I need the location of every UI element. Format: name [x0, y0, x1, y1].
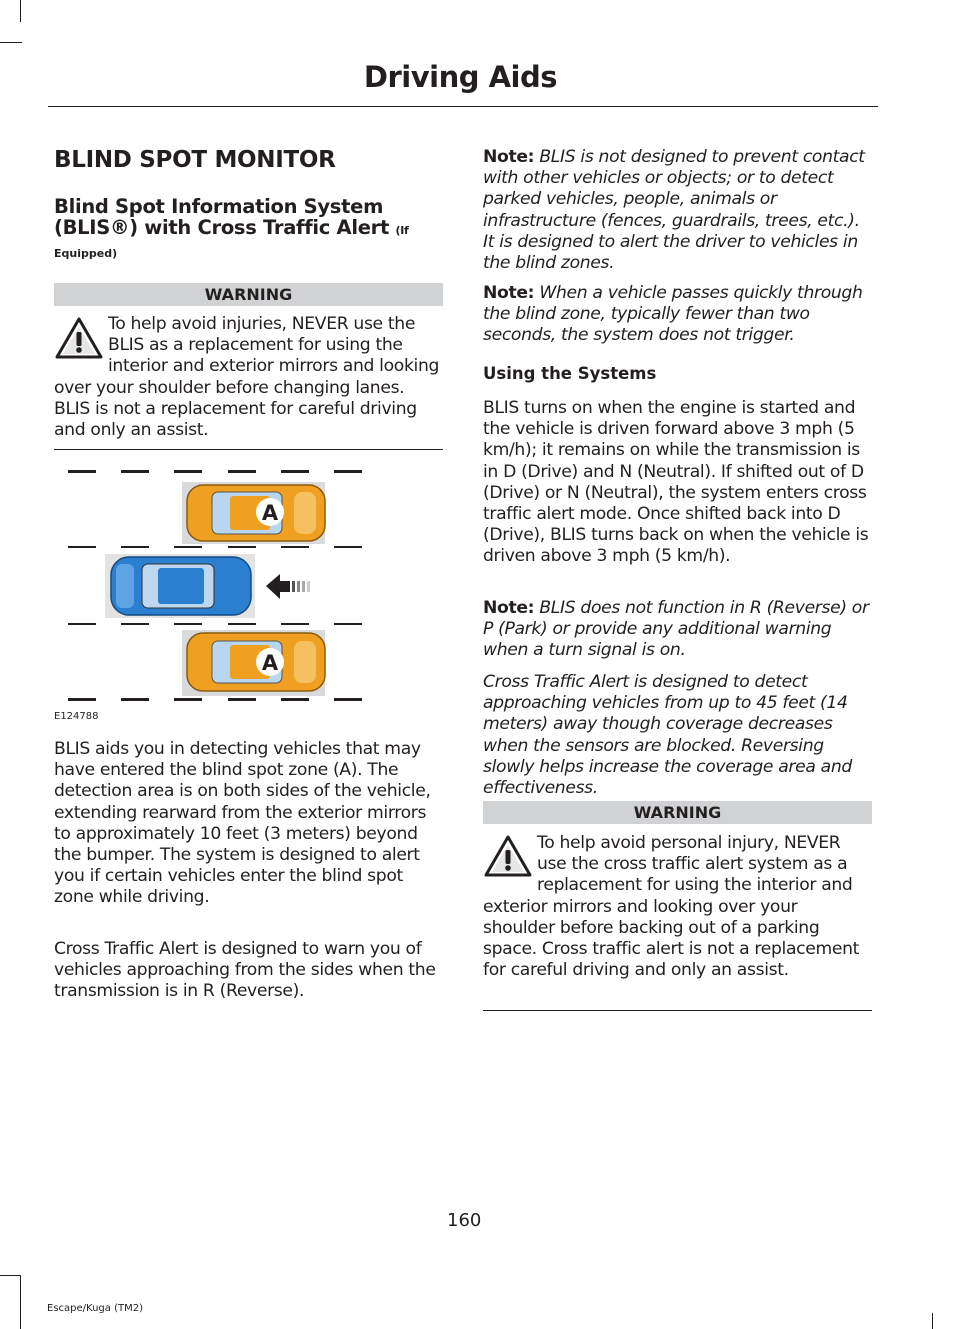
note-1-text: BLIS is not designed to prevent contact with other vehicles or objects; or to detect parked vehicles, people, animals or infrastructure (fences, guardrails, trees, etc.). It is designed to alert the driver to vehicles in the blind zones.: [483, 147, 865, 274]
warning-bar: WARNING: [483, 801, 872, 824]
section-title: BLIND SPOT MONITOR: [54, 147, 336, 173]
icon-spacer: [54, 314, 108, 358]
using-systems-text: BLIS turns on when the engine is started and the vehicle is driven forward above 3 mph (5 km/h); it remains on while the transmission is in D (Drive) and N (Neutral). If shifted out of D (Drive) or N (Neutral), the system enters cross traffic alert mode. Once shifted back into D (Drive), BLIS turns back on when the vehicle is driven above 3 mph (5 km/h).: [483, 398, 869, 567]
zone-car-top: [182, 482, 325, 544]
crop-mark: [932, 1313, 933, 1329]
icon-spacer: [483, 833, 537, 877]
footer-model: Escape/Kuga (TM2): [47, 1303, 143, 1314]
header-rule: [48, 106, 878, 107]
own-car: [105, 554, 255, 618]
warning-rule: [54, 449, 443, 450]
crop-mark: [20, 1275, 21, 1329]
page-header-title: Driving Aids: [363, 60, 557, 94]
note-3: [483, 598, 872, 662]
note-2: [483, 283, 872, 347]
warning-text-body: To help avoid personal injury, NEVER use the cross traffic alert system as a replacement for using the interior and exterior mirrors and looking over your shoulder before backing out of a parking space. Cross traffic alert is not a replacement for careful driving and only an assist.: [483, 833, 860, 981]
zone-car-bottom: [182, 630, 325, 696]
zone-label-a-top: A: [261, 501, 279, 525]
cross-traffic-arrow: [266, 574, 310, 599]
warning-text-body: To help avoid injuries, NEVER use the BLIS as a replacement for using the interior and exterior mirrors and looking over your shoulder before changing lanes. BLIS is not a replacement for careful driving and only an assist.: [54, 314, 440, 441]
note-label: Note:: [483, 147, 535, 167]
warning-text: [483, 833, 872, 981]
page-number: 160: [447, 1210, 482, 1231]
zone-label-a-bottom: A: [261, 651, 279, 675]
note-2-text: When a vehicle passes quickly through the blind zone, typically fewer than two seconds, the system does not trigger.: [483, 283, 863, 346]
using-systems-title: Using the Systems: [483, 364, 657, 383]
image-code: E124788: [54, 711, 99, 722]
cross-traffic-range: Cross Traffic Alert is designed to detect approaching vehicles from up to 45 feet (14 meters) away though coverage decreases when the sensors are blocked. Reversing slowly helps increase the coverage area and effectiveness.: [483, 672, 852, 799]
note-label: Note:: [483, 283, 535, 303]
crop-mark: [0, 42, 22, 43]
subsection-suffix: (If: [395, 224, 409, 237]
note-label: Note:: [483, 598, 535, 618]
crop-mark: [20, 0, 21, 22]
subsection-title-text: Blind Spot Information System (BLIS®) with Cross Traffic Alert: [54, 195, 389, 239]
warning-rule: [483, 1010, 872, 1011]
note-1: [483, 147, 872, 274]
blis-diagram: [54, 462, 374, 707]
cross-traffic-description: Cross Traffic Alert is designed to warn you of vehicles approaching from the sides when the transmission is in R (Reverse).: [54, 939, 436, 1002]
note-3-text: BLIS does not function in R (Reverse) or P (Park) or provide any additional warning when a turn signal is on.: [483, 598, 869, 661]
subsection-title: [54, 196, 443, 241]
subsection-suffix-continued: Equipped): [54, 247, 118, 260]
warning-bar: WARNING: [54, 283, 443, 306]
warning-text: [54, 314, 443, 441]
blis-description: BLIS aids you in detecting vehicles that may have entered the blind spot zone (A). The detection area is on both sides of the vehicle, extending rearward from the exterior mirrors to approximately 10 feet (3 meters) beyond the bumper. The system is designed to alert you if certain vehicles enter the blind spot zone while driving.: [54, 739, 431, 908]
crop-mark: [0, 1275, 20, 1276]
